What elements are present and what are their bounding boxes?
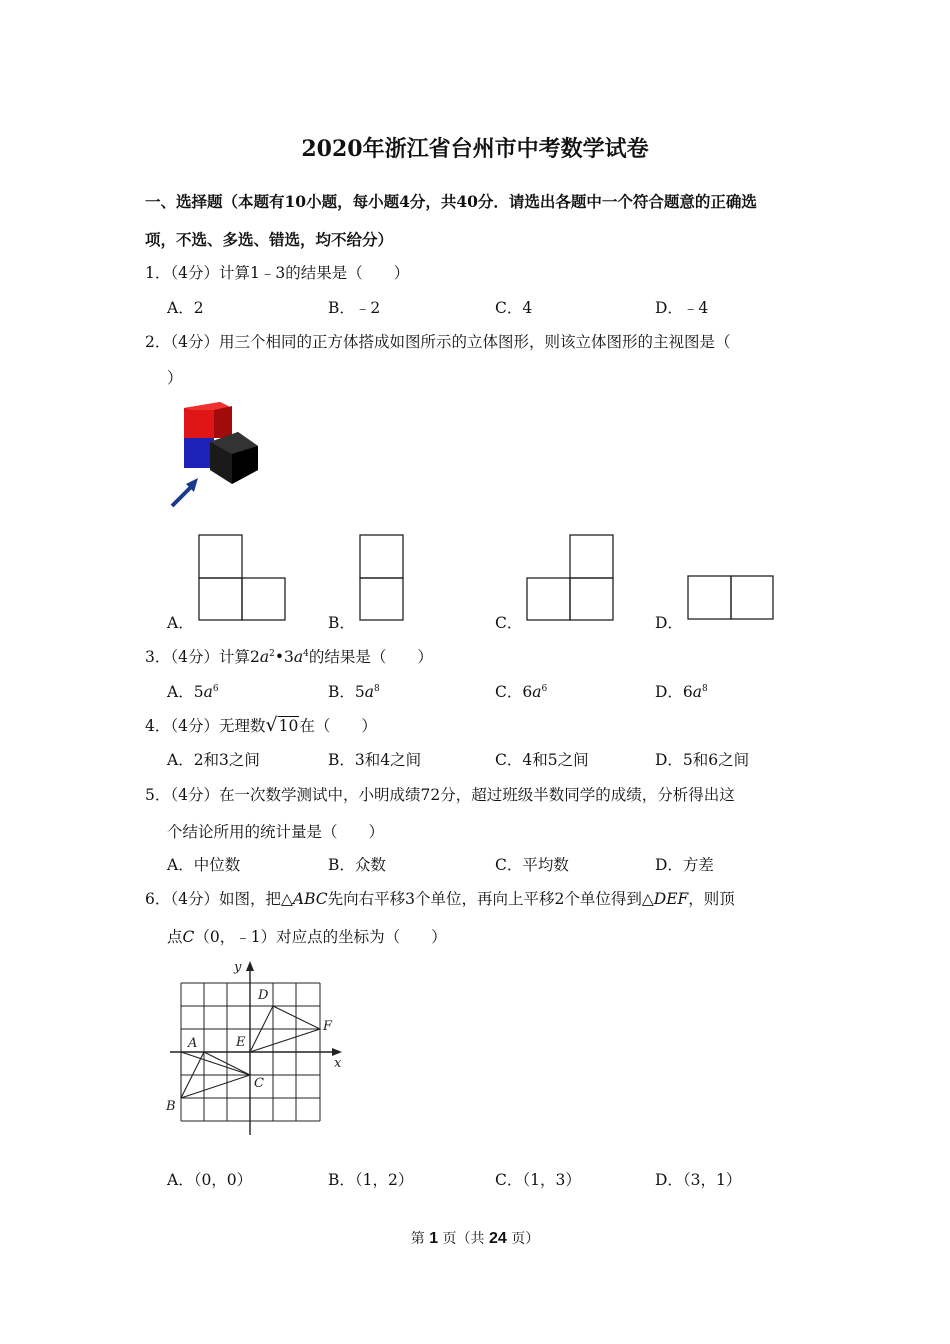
sqrt-sign: √ [265, 714, 278, 736]
page-number: 1 [429, 1230, 439, 1247]
q2-option-b-label: B． [328, 614, 355, 632]
q6-stem-line2: 点C（0，﹣1）对应点的坐标为（ ） [167, 928, 447, 946]
q5-option-a: A．中位数 [167, 856, 241, 874]
blue-cube [184, 438, 214, 468]
q4-option-b: B．3和4之间 [328, 751, 422, 769]
q5-option-b: B．众数 [328, 856, 386, 874]
q2-option-a-label: A． [167, 614, 194, 632]
q3-stem: 3．（4分）计算$2a^2•3a^4$的结果是（ ） [145, 648, 433, 666]
point-d-label: D [258, 988, 269, 1003]
point-e-label: E [236, 1035, 246, 1050]
q3-option-a: A．$5a^6$ [167, 683, 219, 701]
q1-option-d: D．﹣4 [655, 299, 709, 317]
x-axis-arrow [332, 1048, 342, 1056]
q1-option-c: C．4 [495, 299, 533, 317]
q1-option-a: A．2 [167, 299, 204, 317]
q2-option-d-label: D． [655, 614, 683, 632]
q1-stem: 1．（4分）计算1﹣3的结果是（ ） [145, 264, 410, 282]
q2-option-a-figure [198, 534, 288, 622]
q2-option-d-figure [687, 575, 777, 622]
sqrt-radicand: 10 [278, 717, 299, 735]
q5-stem-line2: 个结论所用的统计量是（ ） [167, 823, 385, 841]
q2-cube-figure [160, 398, 270, 513]
q5-stem-line1: 5．（4分）在一次数学测试中，小明成绩72分，超过班级半数同学的成绩，分析得出这 [145, 786, 735, 804]
q3-option-b: B．$5a^8$ [328, 683, 380, 701]
q6-option-b: B．（1，2） [328, 1171, 414, 1189]
q3-option-d: D．$6a^8$ [655, 683, 708, 701]
q6-stem-line1: 6．（4分）如图，把△ABC先向右平移3个单位，再向上平移2个单位得到△DEF，则顶 [145, 890, 735, 908]
y-axis-label: y [234, 960, 242, 975]
q6-option-d: D．（3，1） [655, 1171, 742, 1189]
q2-option-b-figure [359, 534, 407, 622]
q2-stem-line2: ） [167, 369, 183, 387]
page-footer: 第 1 页（共 24 页） [410, 1230, 540, 1247]
q5-option-d: D．方差 [655, 856, 714, 874]
q4-option-c: C．4和5之间 [495, 751, 589, 769]
q4-stem: 4．（4分）无理数√10在（ ） [145, 714, 377, 736]
point-b-label: B [166, 1099, 176, 1114]
red-cube-side [214, 406, 232, 438]
q4-option-a: A．2和3之间 [167, 751, 260, 769]
q2-option-c-label: C． [495, 614, 523, 632]
y-axis-arrow [246, 961, 254, 971]
q5-option-c: C．平均数 [495, 856, 569, 874]
q3-option-c: C．$6a^6$ [495, 683, 548, 701]
point-f-label: F [323, 1019, 333, 1034]
q6-option-a: A．（0，0） [167, 1171, 253, 1189]
red-cube-front [184, 410, 214, 438]
page-title: 2020年浙江省台州市中考数学试卷 [301, 136, 649, 162]
q2-stem-line1: 2．（4分）用三个相同的正方体搭成如图所示的立体图形，则该立体图形的主视图是（ [145, 333, 731, 351]
total-pages: 24 [489, 1230, 507, 1247]
q4-option-d: D．5和6之间 [655, 751, 750, 769]
point-c-label: C [254, 1076, 264, 1091]
q6-coordinate-figure [160, 955, 360, 1140]
section-heading-line2: 项，不选、多选、错选，均不给分） [145, 230, 394, 249]
x-axis-label: x [334, 1056, 342, 1071]
section-heading-line1: 一、选择题（本题有10小题，每小题4分，共40分．请选出各题中一个符合题意的正确选 [145, 192, 757, 211]
q2-option-c-figure [526, 534, 616, 622]
q6-option-c: C．（1，3） [495, 1171, 581, 1189]
q1-option-b: B．﹣2 [328, 299, 381, 317]
point-a-label: A [188, 1036, 198, 1051]
